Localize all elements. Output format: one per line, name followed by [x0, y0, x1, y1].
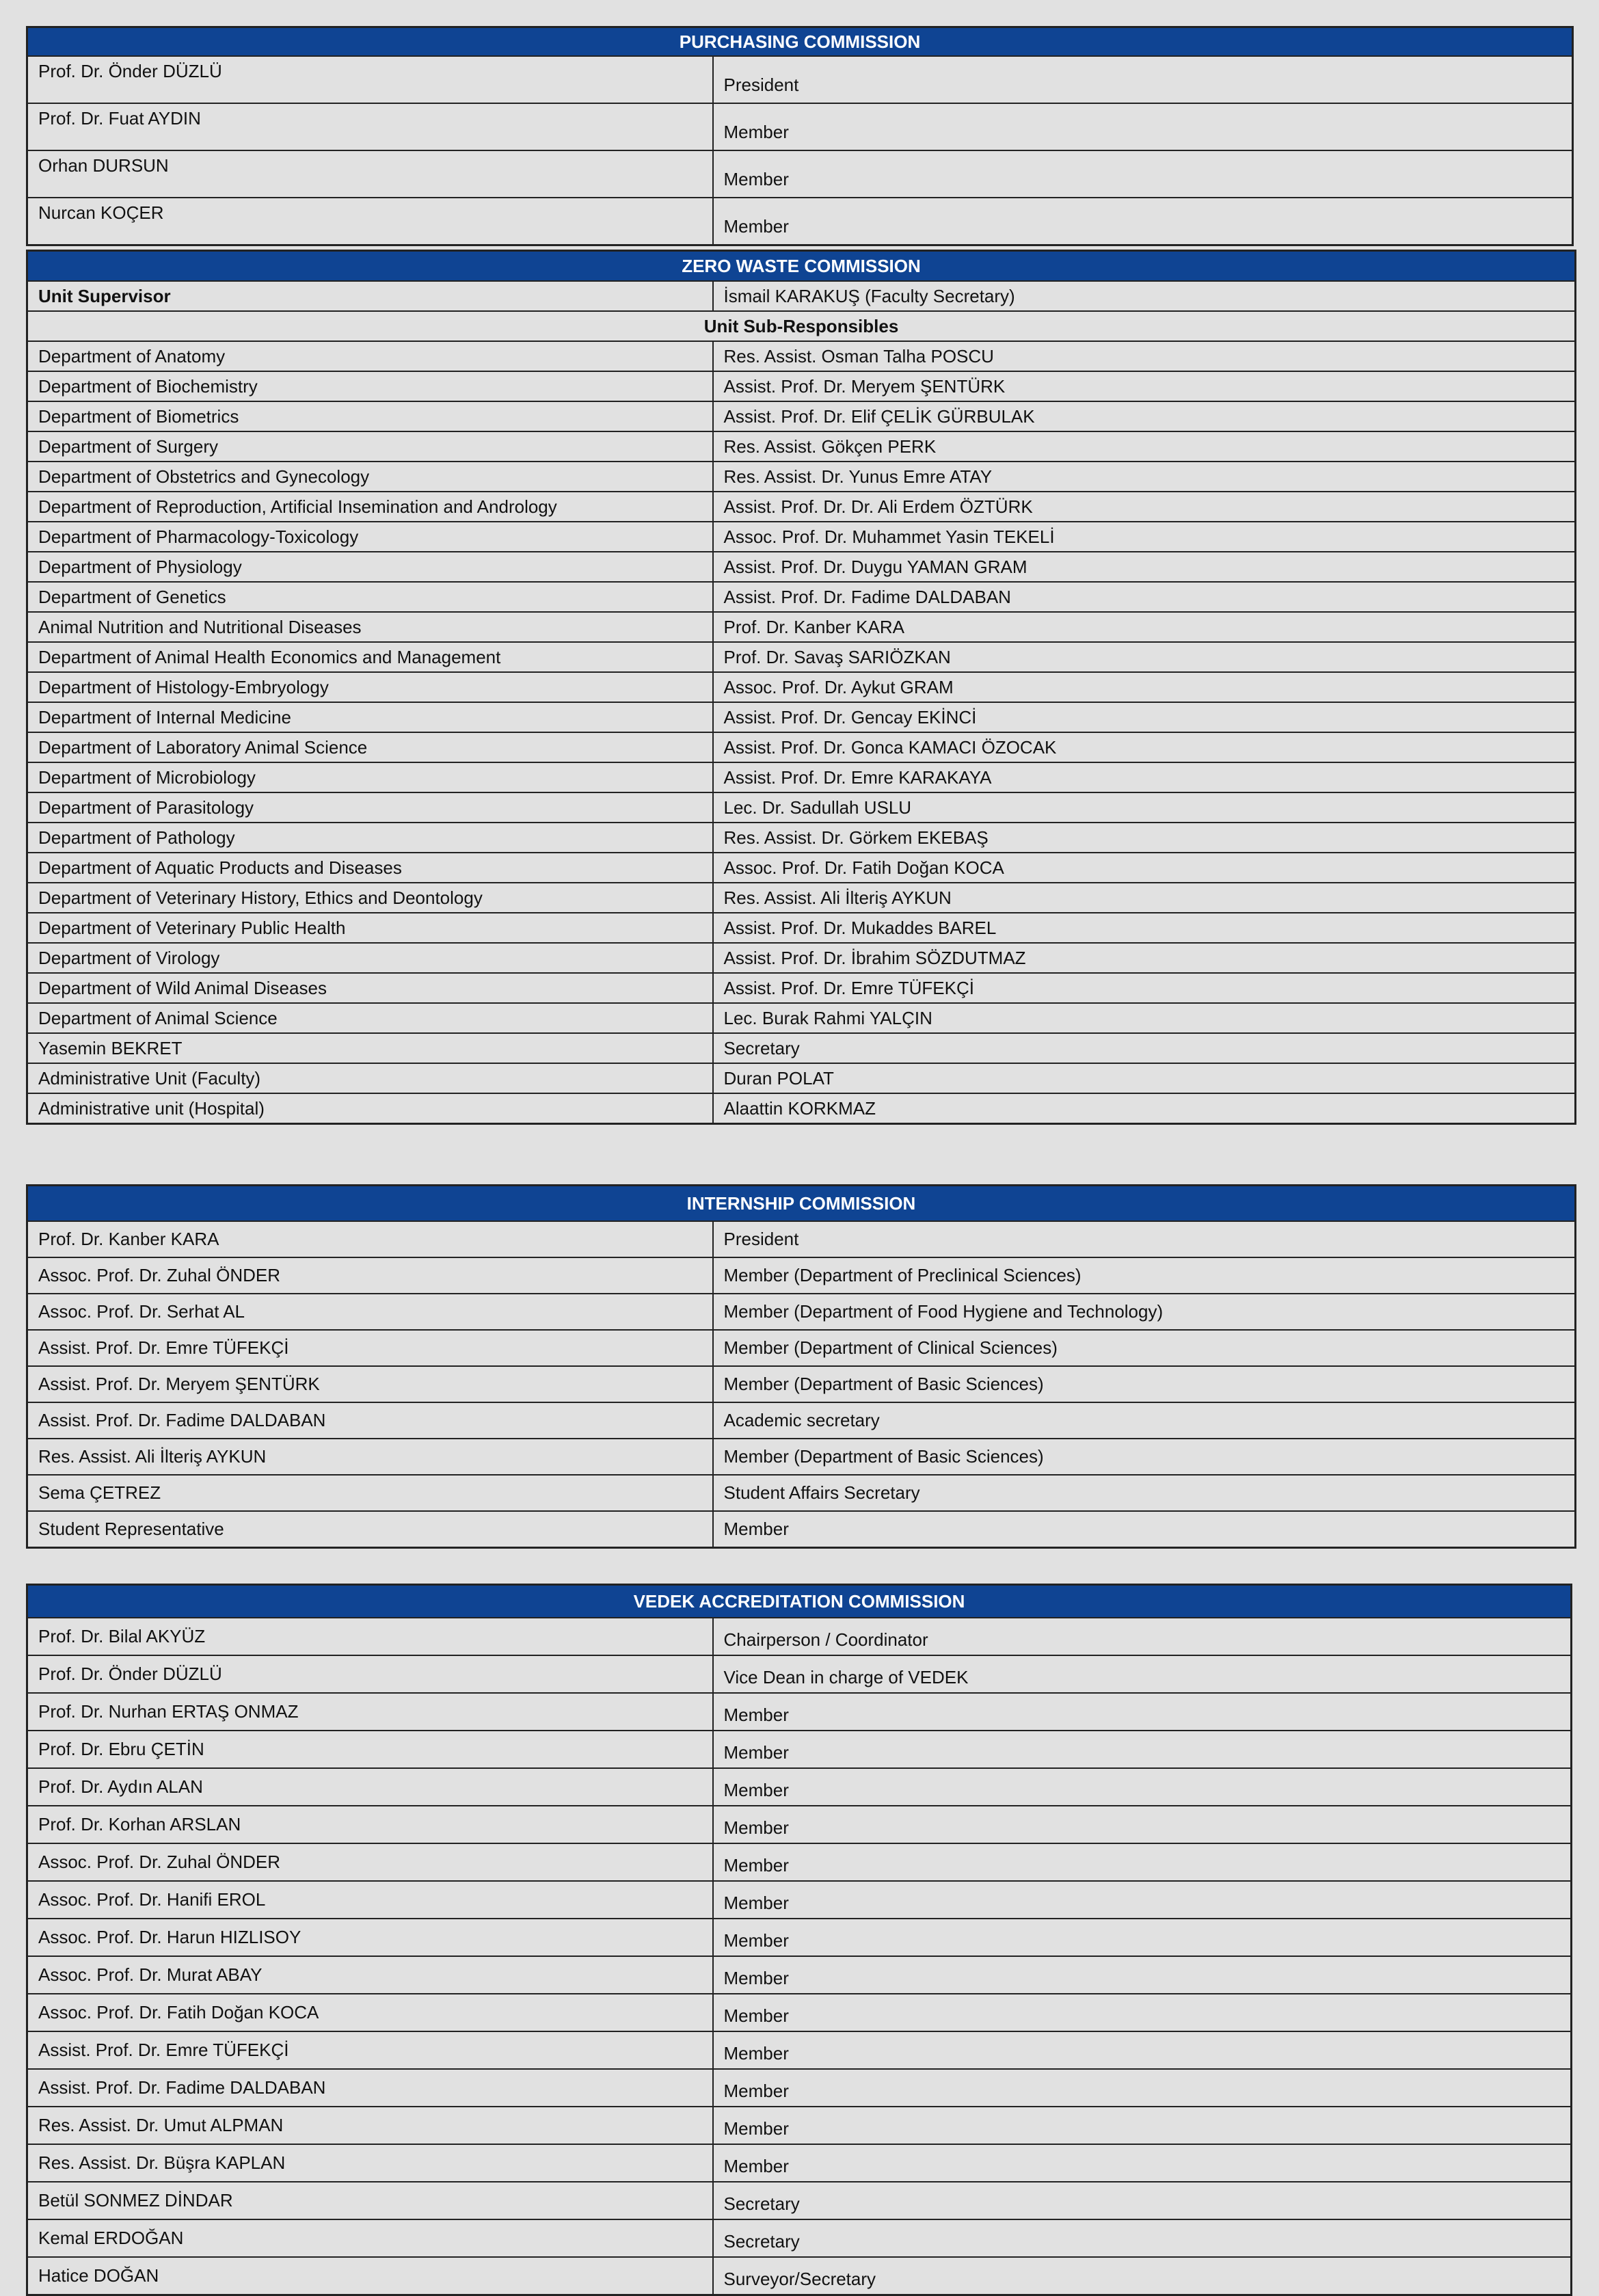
member-role: Member (Department of Basic Sciences) — [713, 1439, 1576, 1475]
member-name: Assoc. Prof. Dr. Murat ABAY — [27, 1956, 713, 1994]
member-role: Member — [713, 1956, 1572, 1994]
unit-name: Department of Wild Animal Diseases — [27, 973, 713, 1003]
responsible-person: Lec. Burak Rahmi YALÇIN — [713, 1003, 1576, 1033]
table-row — [27, 1511, 1576, 1548]
table-row — [27, 552, 1576, 582]
member-role: Chairperson / Coordinator — [713, 1618, 1572, 1655]
unit-supervisor-row — [27, 281, 1576, 311]
member-role: Member — [713, 198, 1573, 245]
table-row — [27, 150, 1573, 198]
table-row — [27, 1366, 1576, 1402]
unit-name: Department of Internal Medicine — [27, 702, 713, 732]
member-name: Prof. Dr. Kanber KARA — [27, 1221, 713, 1257]
table-row — [27, 103, 1573, 150]
table-row — [27, 762, 1576, 792]
member-name: Betül SONMEZ DİNDAR — [27, 2182, 713, 2219]
responsible-person: Assoc. Prof. Dr. Muhammet Yasin TEKELİ — [713, 522, 1576, 552]
member-name: Assoc. Prof. Dr. Fatih Doğan KOCA — [27, 1994, 713, 2031]
unit-name: Department of Physiology — [27, 552, 713, 582]
member-role: Member — [713, 1768, 1572, 1806]
member-role: Member — [713, 103, 1573, 150]
unit-name: Department of Microbiology — [27, 762, 713, 792]
responsible-person: Assist. Prof. Dr. Emre KARAKAYA — [713, 762, 1576, 792]
member-name: Nurcan KOÇER — [27, 198, 713, 245]
table-row — [27, 883, 1576, 913]
table-row — [27, 732, 1576, 762]
member-role: Secretary — [713, 2182, 1572, 2219]
unit-name: Department of Aquatic Products and Diseases — [27, 853, 713, 883]
table-row — [27, 1093, 1576, 1124]
sub-responsibles-heading: Unit Sub-Responsibles — [27, 311, 1576, 341]
purchasing-commission-title: PURCHASING COMMISSION — [27, 27, 1573, 57]
member-name: Res. Assist. Dr. Umut ALPMAN — [27, 2107, 713, 2144]
zero-waste-commission-title: ZERO WASTE COMMISSION — [27, 251, 1576, 282]
unit-name: Administrative Unit (Faculty) — [27, 1063, 713, 1093]
sub-responsibles-row — [27, 311, 1576, 341]
internship-commission-title: INTERNSHIP COMMISSION — [27, 1186, 1576, 1222]
responsible-person: Assist. Prof. Dr. Elif ÇELİK GÜRBULAK — [713, 401, 1576, 431]
member-role: Member — [713, 1731, 1572, 1768]
unit-name: Administrative unit (Hospital) — [27, 1093, 713, 1124]
internship-commission-table — [26, 1184, 1576, 1549]
table-row — [27, 1731, 1572, 1768]
table-row — [27, 792, 1576, 823]
member-role: Member — [713, 1919, 1572, 1956]
table-row — [27, 1618, 1572, 1655]
responsible-person: Res. Assist. Osman Talha POSCU — [713, 341, 1576, 371]
member-name: Assoc. Prof. Dr. Zuhal ÖNDER — [27, 1843, 713, 1881]
table-row — [27, 642, 1576, 672]
table-row — [27, 1257, 1576, 1294]
table-row — [27, 2144, 1572, 2182]
responsible-person: Assist. Prof. Dr. Emre TÜFEKÇİ — [713, 973, 1576, 1003]
responsible-person: Assoc. Prof. Dr. Aykut GRAM — [713, 672, 1576, 702]
unit-name: Department of Pathology — [27, 823, 713, 853]
member-role: Member (Department of Food Hygiene and Technology) — [713, 1294, 1576, 1330]
table-row — [27, 1881, 1572, 1919]
table-row — [27, 582, 1576, 612]
unit-name: Department of Surgery — [27, 431, 713, 462]
member-name: Res. Assist. Ali İlteriş AYKUN — [27, 1439, 713, 1475]
member-name: Assist. Prof. Dr. Emre TÜFEKÇİ — [27, 2031, 713, 2069]
table-row — [27, 702, 1576, 732]
table-row — [27, 1768, 1572, 1806]
unit-name: Department of Parasitology — [27, 792, 713, 823]
responsible-person: Res. Assist. Dr. Görkem EKEBAŞ — [713, 823, 1576, 853]
member-name: Prof. Dr. Önder DÜZLÜ — [27, 56, 713, 103]
unit-name: Department of Laboratory Animal Science — [27, 732, 713, 762]
unit-supervisor-label: Unit Supervisor — [27, 281, 713, 311]
member-role: Member — [713, 1881, 1572, 1919]
member-name: Sema ÇETREZ — [27, 1475, 713, 1511]
responsible-person: Res. Assist. Ali İlteriş AYKUN — [713, 883, 1576, 913]
unit-name: Department of Pharmacology-Toxicology — [27, 522, 713, 552]
member-name: Prof. Dr. Fuat AYDIN — [27, 103, 713, 150]
member-role: Member — [713, 150, 1573, 198]
table-row — [27, 1003, 1576, 1033]
unit-supervisor-value: İsmail KARAKUŞ (Faculty Secretary) — [713, 281, 1576, 311]
table-row — [27, 2069, 1572, 2107]
responsible-person: Prof. Dr. Savaş SARIÖZKAN — [713, 642, 1576, 672]
table-row — [27, 431, 1576, 462]
responsible-person: Secretary — [713, 1033, 1576, 1063]
unit-name: Animal Nutrition and Nutritional Diseases — [27, 612, 713, 642]
table-row — [27, 913, 1576, 943]
member-name: Assoc. Prof. Dr. Harun HIZLISOY — [27, 1919, 713, 1956]
table-row — [27, 371, 1576, 401]
unit-name: Department of Animal Health Economics and Management — [27, 642, 713, 672]
member-role: Member — [713, 1806, 1572, 1843]
member-role: Member — [713, 1693, 1572, 1731]
table-row — [27, 612, 1576, 642]
member-role: Member — [713, 2031, 1572, 2069]
table-row — [27, 56, 1573, 103]
table-row — [27, 1294, 1576, 1330]
member-name: Assoc. Prof. Dr. Zuhal ÖNDER — [27, 1257, 713, 1294]
member-name: Student Representative — [27, 1511, 713, 1548]
responsible-person: Assist. Prof. Dr. İbrahim SÖZDUTMAZ — [713, 943, 1576, 973]
member-role: Member — [713, 2144, 1572, 2182]
member-name: Prof. Dr. Önder DÜZLÜ — [27, 1655, 713, 1693]
table-row — [27, 1330, 1576, 1366]
member-role: Vice Dean in charge of VEDEK — [713, 1655, 1572, 1693]
responsible-person: Assist. Prof. Dr. Gencay EKİNCİ — [713, 702, 1576, 732]
member-role: Member — [713, 1994, 1572, 2031]
table-row — [27, 2219, 1572, 2257]
table-row — [27, 1843, 1572, 1881]
member-role: President — [713, 1221, 1576, 1257]
member-role: Member (Department of Basic Sciences) — [713, 1366, 1576, 1402]
table-row — [27, 1221, 1576, 1257]
member-name: Orhan DURSUN — [27, 150, 713, 198]
member-role: Secretary — [713, 2219, 1572, 2257]
table-row — [27, 2257, 1572, 2295]
member-name: Assist. Prof. Dr. Fadime DALDABAN — [27, 2069, 713, 2107]
table-row — [27, 1806, 1572, 1843]
table-row — [27, 1063, 1576, 1093]
zero-waste-commission-table — [26, 250, 1576, 1125]
unit-name: Department of Biometrics — [27, 401, 713, 431]
table-row — [27, 522, 1576, 552]
responsible-person: Duran POLAT — [713, 1063, 1576, 1093]
member-role: President — [713, 56, 1573, 103]
member-role: Member (Department of Preclinical Sciences) — [713, 1257, 1576, 1294]
responsible-person: Assist. Prof. Dr. Meryem ŞENTÜRK — [713, 371, 1576, 401]
member-name: Assoc. Prof. Dr. Serhat AL — [27, 1294, 713, 1330]
table-row — [27, 1402, 1576, 1439]
responsible-person: Assist. Prof. Dr. Fadime DALDABAN — [713, 582, 1576, 612]
member-role: Surveyor/Secretary — [713, 2257, 1572, 2295]
unit-name: Department of Biochemistry — [27, 371, 713, 401]
table-row — [27, 492, 1576, 522]
member-role: Member — [713, 1511, 1576, 1548]
member-name: Prof. Dr. Nurhan ERTAŞ ONMAZ — [27, 1693, 713, 1731]
table-row — [27, 401, 1576, 431]
unit-name: Department of Veterinary Public Health — [27, 913, 713, 943]
responsible-person: Assist. Prof. Dr. Dr. Ali Erdem ÖZTÜRK — [713, 492, 1576, 522]
unit-name: Department of Obstetrics and Gynecology — [27, 462, 713, 492]
responsible-person: Res. Assist. Dr. Yunus Emre ATAY — [713, 462, 1576, 492]
member-name: Assist. Prof. Dr. Emre TÜFEKÇİ — [27, 1330, 713, 1366]
table-row — [27, 1475, 1576, 1511]
responsible-person: Assist. Prof. Dr. Mukaddes BAREL — [713, 913, 1576, 943]
unit-name: Yasemin BEKRET — [27, 1033, 713, 1063]
member-name: Res. Assist. Dr. Büşra KAPLAN — [27, 2144, 713, 2182]
member-role: Member — [713, 2069, 1572, 2107]
responsible-person: Alaattin KORKMAZ — [713, 1093, 1576, 1124]
table-row — [27, 853, 1576, 883]
member-role: Student Affairs Secretary — [713, 1475, 1576, 1511]
member-name: Assoc. Prof. Dr. Hanifi EROL — [27, 1881, 713, 1919]
table-row — [27, 672, 1576, 702]
table-row — [27, 1693, 1572, 1731]
table-row — [27, 973, 1576, 1003]
table-row — [27, 1994, 1572, 2031]
responsible-person: Prof. Dr. Kanber KARA — [713, 612, 1576, 642]
table-row — [27, 1919, 1572, 1956]
unit-name: Department of Veterinary History, Ethics and Deontology — [27, 883, 713, 913]
member-name: Prof. Dr. Ebru ÇETİN — [27, 1731, 713, 1768]
table-row — [27, 1655, 1572, 1693]
member-role: Academic secretary — [713, 1402, 1576, 1439]
responsible-person: Lec. Dr. Sadullah USLU — [713, 792, 1576, 823]
member-role: Member — [713, 1843, 1572, 1881]
member-name: Prof. Dr. Korhan ARSLAN — [27, 1806, 713, 1843]
table-row — [27, 1033, 1576, 1063]
table-row — [27, 198, 1573, 245]
unit-name: Department of Genetics — [27, 582, 713, 612]
unit-name: Department of Virology — [27, 943, 713, 973]
responsible-person: Res. Assist. Gökçen PERK — [713, 431, 1576, 462]
member-role: Member (Department of Clinical Sciences) — [713, 1330, 1576, 1366]
table-row — [27, 462, 1576, 492]
member-name: Assist. Prof. Dr. Fadime DALDABAN — [27, 1402, 713, 1439]
table-row — [27, 943, 1576, 973]
table-row — [27, 823, 1576, 853]
member-name: Prof. Dr. Bilal AKYÜZ — [27, 1618, 713, 1655]
table-row — [27, 2107, 1572, 2144]
vedek-accreditation-commission-title: VEDEK ACCREDITATION COMMISSION — [27, 1585, 1572, 1618]
unit-name: Department of Histology-Embryology — [27, 672, 713, 702]
unit-name: Department of Animal Science — [27, 1003, 713, 1033]
unit-name: Department of Reproduction, Artificial Insemination and Andrology — [27, 492, 713, 522]
table-row — [27, 1439, 1576, 1475]
vedek-accreditation-commission-table — [26, 1584, 1572, 2296]
member-name: Prof. Dr. Aydın ALAN — [27, 1768, 713, 1806]
table-row — [27, 341, 1576, 371]
table-row — [27, 2182, 1572, 2219]
table-row — [27, 2031, 1572, 2069]
responsible-person: Assoc. Prof. Dr. Fatih Doğan KOCA — [713, 853, 1576, 883]
member-name: Kemal ERDOĞAN — [27, 2219, 713, 2257]
unit-name: Department of Anatomy — [27, 341, 713, 371]
responsible-person: Assist. Prof. Dr. Duygu YAMAN GRAM — [713, 552, 1576, 582]
purchasing-commission-table — [26, 26, 1574, 246]
member-name: Assist. Prof. Dr. Meryem ŞENTÜRK — [27, 1366, 713, 1402]
member-name: Hatice DOĞAN — [27, 2257, 713, 2295]
responsible-person: Assist. Prof. Dr. Gonca KAMACI ÖZOCAK — [713, 732, 1576, 762]
table-row — [27, 1956, 1572, 1994]
member-role: Member — [713, 2107, 1572, 2144]
